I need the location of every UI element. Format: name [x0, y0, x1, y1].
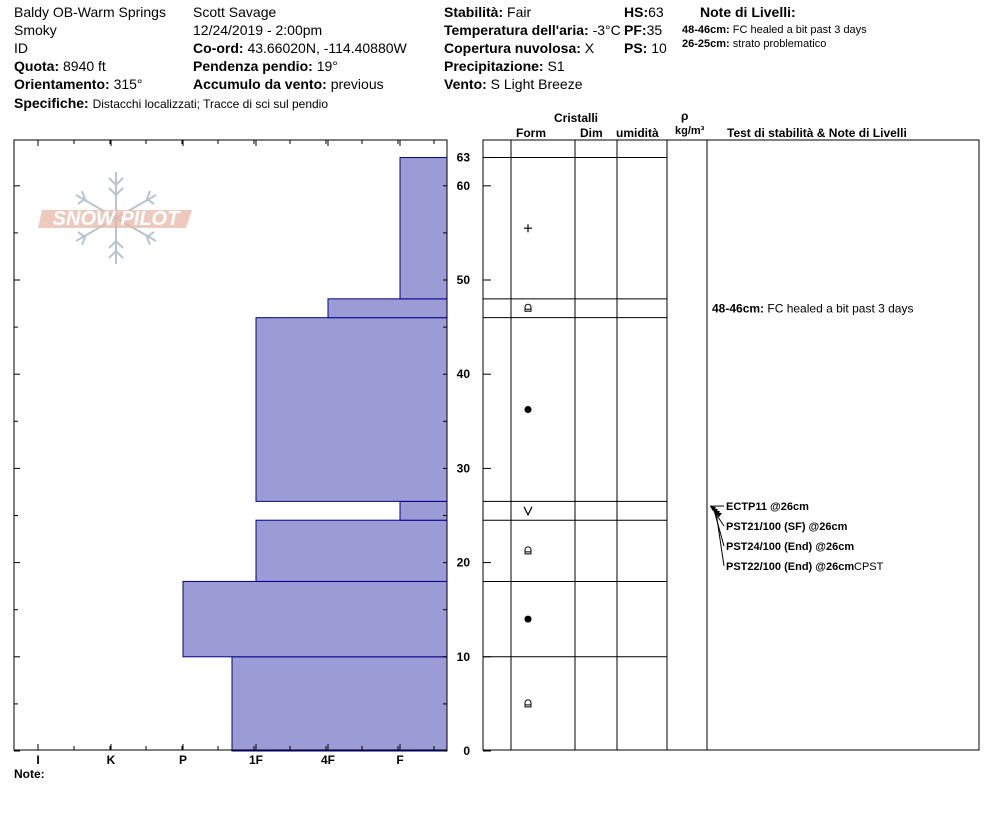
y-tick-label-5: 50	[456, 273, 470, 287]
stability-tests	[710, 501, 884, 573]
x-tick-label-4: 4F	[320, 753, 336, 767]
stability-test-note-3: CPST	[854, 561, 884, 573]
wind-loading-value: previous	[330, 76, 384, 92]
stability-test-0: ECTP11 @26cm	[726, 501, 809, 513]
layer-note-1-range: 48-46cm:	[682, 24, 730, 36]
wind-value: S Light Breeze	[490, 76, 583, 92]
stability-test-1: PST21/100 (SF) @26cm	[726, 521, 848, 533]
datetime: 12/24/2019 - 2:00pm	[193, 22, 323, 38]
layer-note-1-text: FC healed a bit past 3 days	[732, 24, 867, 36]
y-tick-label-4: 40	[456, 367, 470, 382]
location: Baldy OB-Warm Springs	[14, 4, 166, 20]
x-tick-label-1: K	[106, 753, 116, 767]
crystal-form-symbol-4	[525, 406, 532, 413]
aspect-label: Orientamento:	[14, 76, 110, 92]
air-temp-label: Temperatura dell'aria:	[444, 22, 589, 38]
hs-label: HS:	[624, 4, 649, 20]
observer: Scott Savage	[193, 4, 277, 20]
tests-notes-header: Test di stabilità & Note di Livelli	[727, 126, 907, 140]
x-tick-label-2: P	[178, 753, 188, 767]
stability-value: Fair	[507, 4, 532, 20]
stability-label: Stabilità:	[444, 4, 504, 20]
mountain-range: Smoky	[14, 22, 57, 38]
y-tick-label-0: 0	[463, 744, 470, 758]
coord-label: Co-ord:	[193, 40, 244, 56]
pf-value: 35	[646, 22, 663, 38]
size-header: Dim	[580, 126, 603, 140]
density-unit-header: kg/m³	[675, 125, 705, 137]
x-tick-label-0: I	[36, 753, 40, 767]
id-label: ID	[14, 40, 28, 56]
layer-bar-3	[400, 501, 447, 520]
snowpilot-logo	[38, 172, 192, 264]
y-tick-label-1: 10	[456, 649, 470, 664]
elevation-value: 8940 ft	[63, 58, 106, 74]
elevation-label: Quota:	[14, 58, 60, 74]
slope-value: 19°	[316, 58, 338, 74]
crystal-form-symbol-6	[524, 224, 532, 232]
y-tick-label-3: 30	[456, 461, 470, 476]
ps-value: 10	[651, 40, 667, 56]
specifics-value: Distacchi localizzati; Tracce di sci sul pendio	[92, 97, 329, 111]
wind-loading-label: Accumulo da vento:	[193, 76, 327, 92]
layer-note-2-range: 26-25cm:	[682, 38, 730, 50]
layer-notes-title: Note di Livelli:	[700, 4, 796, 20]
stability-test-2: PST24/100 (End) @26cm	[726, 541, 855, 553]
aspect-value: 315°	[113, 76, 143, 92]
coord-value: 43.66020N, -114.40880W	[247, 40, 407, 56]
crystals-header: Cristalli	[554, 111, 599, 125]
layer-bar-2	[256, 520, 447, 581]
x-tick-label-3: 1F	[248, 753, 264, 767]
layer-bar-0	[232, 657, 447, 751]
y-tick-label-2: 20	[456, 555, 470, 570]
layer-annotation: 48-46cm: FC healed a bit past 3 days	[712, 301, 914, 316]
crystal-form-symbol-5	[525, 304, 531, 311]
crystal-form-symbol-3	[524, 507, 532, 515]
layer-bar-5	[328, 299, 447, 318]
layer-bar-6	[400, 158, 447, 299]
table-border	[483, 140, 979, 750]
hs-value: 63	[648, 4, 664, 20]
cloud-value: X	[584, 40, 595, 56]
layer-bar-4	[256, 318, 447, 502]
ps-label: PS:	[624, 40, 648, 56]
cloud-label: Copertura nuvolosa:	[444, 40, 581, 56]
pf-label: PF:	[624, 22, 647, 38]
form-header: Form	[516, 126, 546, 140]
layer-note-2-text: strato problematico	[732, 38, 827, 50]
layer-bar-1	[183, 581, 447, 656]
layer-table	[483, 140, 979, 750]
wind-label: Vento:	[444, 76, 487, 92]
moisture-header: umidità	[616, 126, 659, 140]
y-tick-label-7: 63	[456, 150, 470, 165]
crystal-form-symbol-0	[525, 700, 531, 707]
rho-header: ρ	[681, 109, 689, 123]
notes-label: Note:	[14, 767, 45, 781]
x-tick-label-5: F	[396, 753, 404, 767]
slope-label: Pendenza pendio:	[193, 58, 313, 74]
air-temp-value: -3°C	[592, 22, 621, 38]
crystal-form-symbol-2	[525, 547, 531, 554]
logo-text: SNOW PILOT	[52, 208, 180, 230]
crystal-form-symbol-1	[525, 616, 532, 623]
precip-value: S1	[547, 58, 565, 74]
hardness-layers	[183, 158, 447, 751]
y-tick-label-6: 60	[456, 178, 470, 193]
precip-label: Precipitazione:	[444, 58, 544, 74]
specifics-label: Specifiche:	[14, 95, 89, 111]
stability-test-3: PST22/100 (End) @26cm	[726, 561, 855, 573]
